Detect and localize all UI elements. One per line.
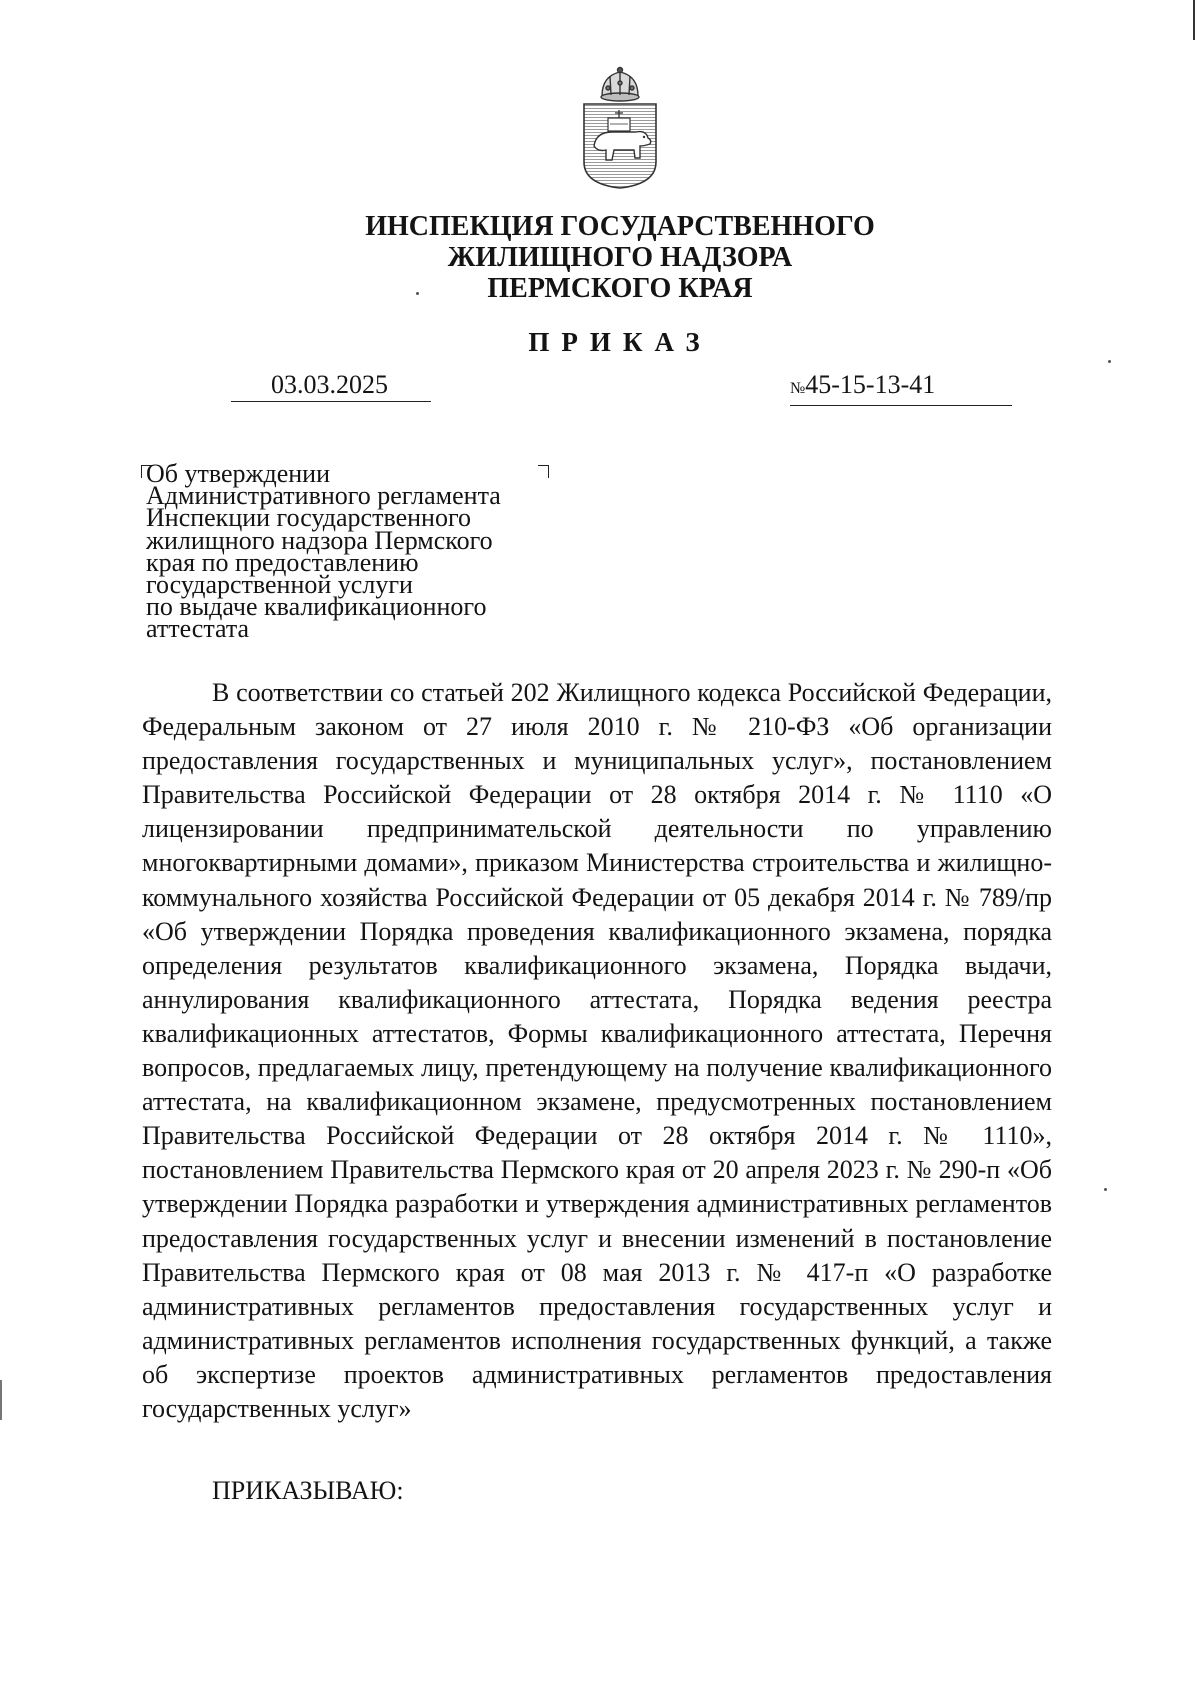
number-value: 45-15-13-41 bbox=[805, 370, 936, 399]
number-field bbox=[790, 369, 1012, 406]
subject-line: аттестата bbox=[146, 614, 250, 644]
scan-edge-mark bbox=[1193, 0, 1195, 40]
subject-line: государственной услуги bbox=[146, 570, 413, 600]
subject-line: Об утверждении bbox=[146, 459, 331, 488]
date-value: 03.03.2025 bbox=[271, 370, 388, 399]
subject-line: края по предоставлению bbox=[146, 547, 419, 577]
header-line-1: ИНСПЕКЦИЯ ГОСУДАРСТВЕННОГО bbox=[365, 211, 875, 242]
scan-speck bbox=[1104, 1188, 1107, 1191]
subject-line: Инспекции государственного bbox=[146, 503, 471, 533]
header-line-3: ПЕРМСКОГО КРАЯ bbox=[487, 273, 753, 304]
coat-of-arms-emblem bbox=[580, 66, 660, 190]
date-field bbox=[231, 369, 431, 402]
scan-speck bbox=[416, 292, 419, 295]
document-type-title: ПРИКАЗ bbox=[528, 327, 712, 357]
body-paragraph: В соответствии со статьей 202 Жилищного кодекса Российской Федерации, Федеральным законом от 27 июля 2010 г. № 210-ФЗ «Об организации предоставления государственных и муниципальных услуг», постановлением Правительства Российской Федерации от 28 октября 2014 г. № 1110 «О лицензировании предпринимательской деятельности по управлению многоквартирными домами», приказом Министерства строительства и жилищно-коммунального хозяйства Российской Федерации от 05 декабря 2014 г. № 789/пр «Об утверждении Порядка проведения квалификационного экзамена, порядка определения результатов квалификационного экзамена, Порядка выдачи, аннулирования квалификационного аттестата, Порядка ведения реестра квалификационных аттестатов, Формы квалификационного аттестата, Перечня вопросов, предлагаемых лицу, претендующему на получение квалификационного аттестата, на квалификационном экзамене, предусмотренных постановлением Правительства Российской Федерации от 28 октября 2014 г. № 1110», постановлением Правительства Пермского края от 20 апреля 2023 г. № 290-п «Об утверждении Порядка разработки и утверждения административных регламентов предоставления государственных услуг и внесении изменений в постановление Правительства Пермского края от 08 мая 2013 г. № 417-п «О разработке административных регламентов предоставления государственных услуг и административных регламентов исполнения государственных функций, а также об экспертизе проектов административных регламентов предоставления государственных услуг» bbox=[142, 678, 1052, 1423]
scan-speck bbox=[1108, 360, 1111, 363]
scan-edge-mark bbox=[0, 1380, 2, 1420]
number-sign: № bbox=[790, 380, 806, 397]
subject-line: жилищного надзора Пермского bbox=[146, 525, 493, 555]
subject-line: Административного регламента bbox=[146, 481, 501, 511]
subject-line: по выдаче квалификационного bbox=[146, 592, 487, 622]
subject-block bbox=[146, 459, 546, 644]
header-line-2: ЖИЛИЩНОГО НАДЗОРА bbox=[447, 242, 793, 273]
order-directive: ПРИКАЗЫВАЮ: bbox=[212, 1476, 404, 1505]
